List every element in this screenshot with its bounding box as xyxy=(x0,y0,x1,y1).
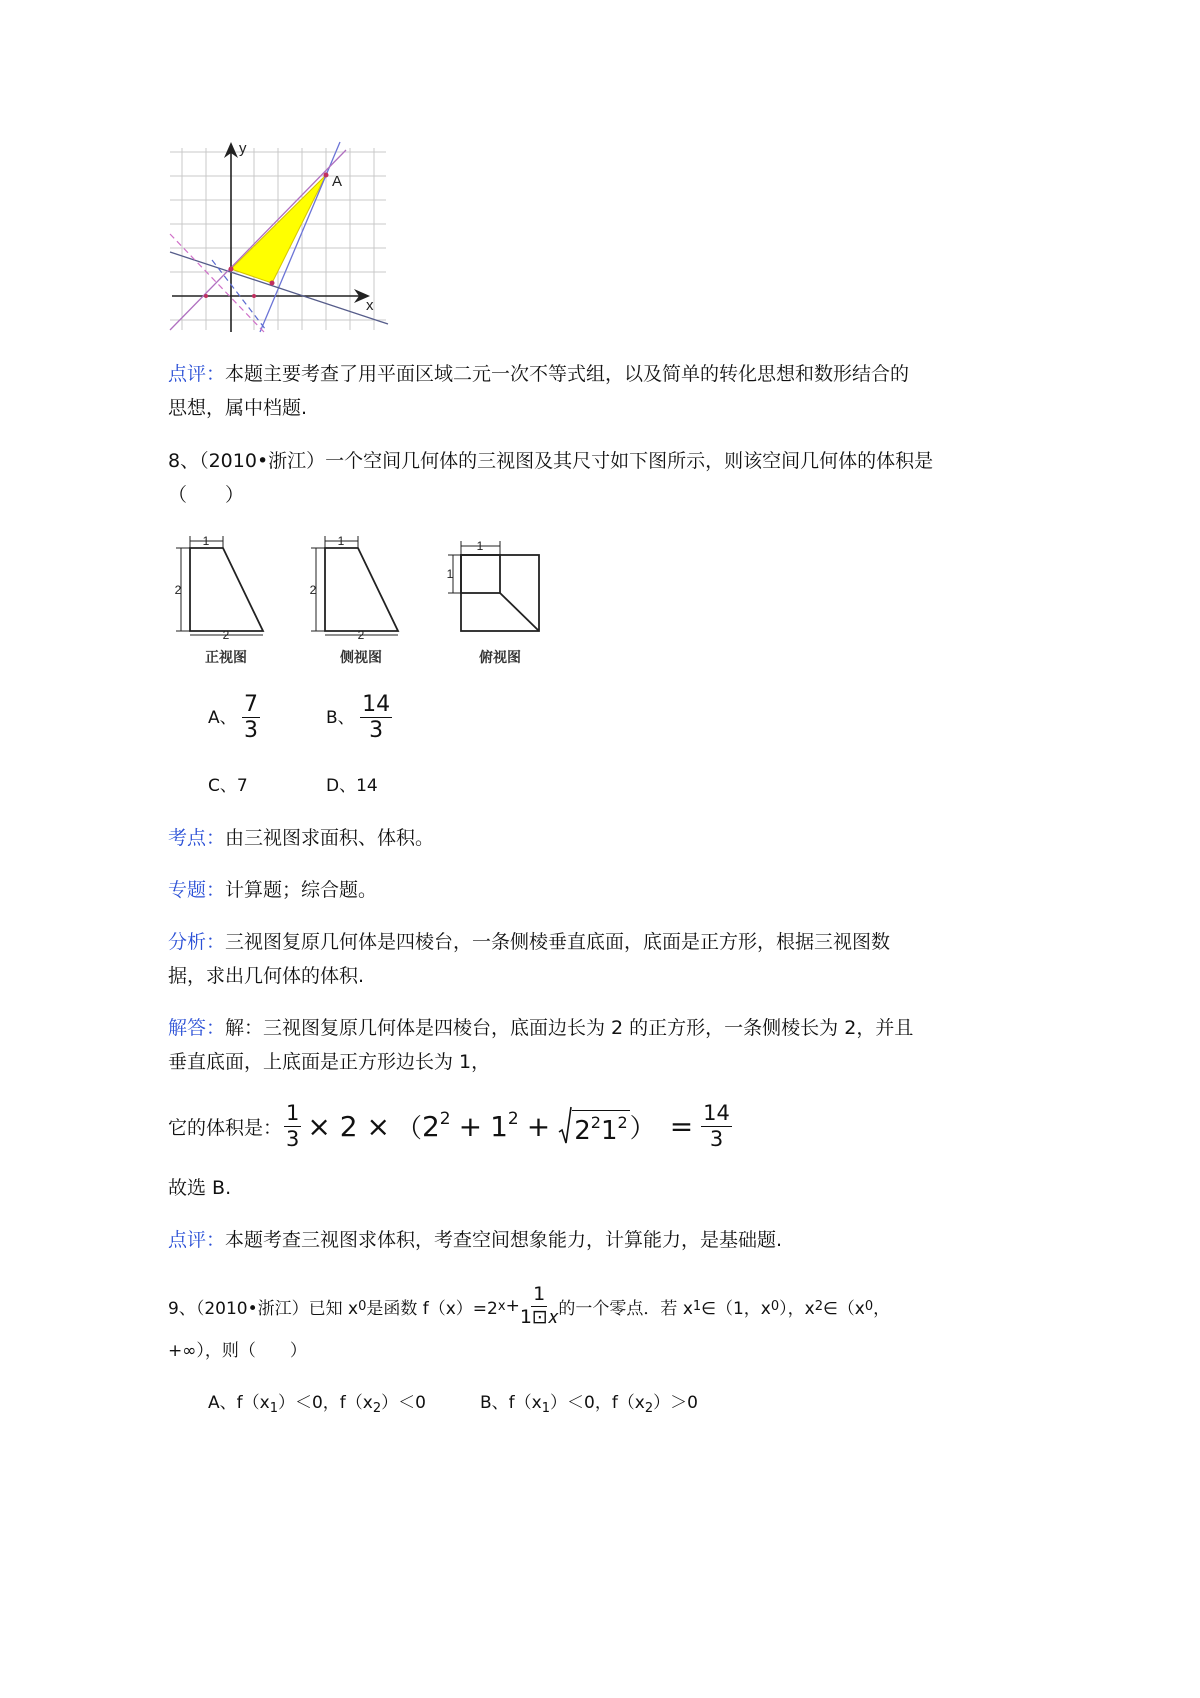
volume-formula xyxy=(168,1094,732,1158)
option-b-fraction: $\frac{14}{3}$ xyxy=(362,692,391,744)
front-view-caption: 正视图 xyxy=(205,650,247,666)
q9-fraction: $\frac{1}{\text{1⊡𝑥}}$ xyxy=(519,1282,559,1328)
question-9-line1: 9、（2010•浙江）已知 x 0 是函数 f（x）=2 x + $\frac{1}{\text{1⊡𝑥}}$ 的一个零点．若 x 1 ∈（1，x 0 ），x 2 ∈（x 0 ， xyxy=(168,1282,891,1328)
point-a-label: A xyxy=(332,173,343,190)
dimension-labels xyxy=(175,535,484,642)
feasible-region-graph xyxy=(168,140,390,335)
option-a xyxy=(208,692,260,744)
jieda-tag: 解答： xyxy=(168,1017,226,1039)
conclusion: 故选 B. xyxy=(168,1177,232,1199)
formula-one-third: $\frac{1}{3}$ xyxy=(286,1101,300,1151)
zhuanti xyxy=(168,874,377,906)
review-text: 本题主要考查了用平面区域二元一次不等式组，以及简单的转化思想和数形结合的 xyxy=(225,363,910,385)
formula-term-2: $1^2$ xyxy=(490,1109,519,1143)
formula-sqrt: $2^21^2$ xyxy=(558,1106,629,1146)
top-view-inner-square xyxy=(461,555,500,593)
svg-text:1: 1 xyxy=(202,535,210,548)
option-b-label: B、 xyxy=(326,707,355,728)
jieda-text: 解：三视图复原几何体是四棱台，底面边长为 2 的正方形，一条侧棱长为 2，并且 xyxy=(225,1017,914,1039)
question-8-line1: 8、（2010•浙江）一个空间几何体的三视图及其尺寸如下图所示，则该空间几何体的体积是 xyxy=(168,450,934,472)
fenxi-line1 xyxy=(168,926,890,958)
svg-text:2: 2 xyxy=(357,628,365,642)
line-violet xyxy=(170,150,346,330)
question-9-line2: +∞），则（ ） xyxy=(168,1341,307,1361)
option-a-fraction: $\frac{7}{3}$ xyxy=(244,692,259,744)
question-8-line2: （ ） xyxy=(168,484,245,506)
option-d: D、14 xyxy=(326,776,378,796)
q9-option-b: B、$f(x_1)<0$，$f(x_2)>0$ xyxy=(480,1393,698,1416)
zhuanti-tag: 专题： xyxy=(168,879,226,901)
jieda-line2: 垂直底面，上底面是正方形边长为 1， xyxy=(168,1051,491,1073)
review-q8-text: 本题考查三视图求体积，考查空间想象能力，计算能力，是基础题. xyxy=(225,1229,783,1251)
review-q8 xyxy=(168,1224,782,1256)
top-view-caption: 俯视图 xyxy=(479,650,521,666)
front-view-shape xyxy=(190,548,263,631)
side-view-shape xyxy=(325,548,398,631)
svg-text:2: 2 xyxy=(309,583,317,597)
fenxi-tag: 分析： xyxy=(168,931,226,953)
formula-rparen: ） xyxy=(629,1113,656,1144)
review-tag: 点评： xyxy=(168,363,226,385)
option-c: C、7 xyxy=(208,776,248,796)
kaodian-text: 由三视图求面积、体积。 xyxy=(225,827,435,849)
formula-result: $\frac{14}{3}$ xyxy=(703,1101,730,1151)
fenxi-text: 三视图复原几何体是四棱台，一条侧棱垂直底面，底面是正方形，根据三视图数 xyxy=(225,931,891,953)
formula-times-two: × 2 × xyxy=(307,1109,390,1143)
jieda-line1 xyxy=(168,1012,913,1044)
review-q7-line2: 思想，属中档题. xyxy=(168,397,308,419)
x-axis-label: x xyxy=(366,297,374,314)
review-q8-tag: 点评： xyxy=(168,1229,226,1251)
svg-text:2: 2 xyxy=(174,583,182,597)
option-b xyxy=(326,692,392,744)
kaodian xyxy=(168,822,434,854)
top-view-diagonal xyxy=(500,593,539,631)
option-a-label: A、 xyxy=(208,707,237,728)
sqrt-sign-icon xyxy=(558,1106,572,1146)
formula-prefix: 它的体积是： xyxy=(168,1116,283,1139)
q9-option-a: A、$f(x_1)<0$，$f(x_2)<0$ xyxy=(208,1393,426,1416)
svg-text:1: 1 xyxy=(476,539,484,553)
three-views-figure xyxy=(165,535,540,670)
formula-term-1: $2^2$ xyxy=(421,1109,451,1143)
side-view-caption: 侧视图 xyxy=(340,650,382,666)
formula-plus-2: + xyxy=(526,1109,551,1143)
review-q7-line1 xyxy=(168,358,909,390)
zhuanti-text: 计算题；综合题。 xyxy=(225,879,378,901)
svg-text:2: 2 xyxy=(222,628,230,642)
formula-plus-1: + xyxy=(458,1109,483,1143)
formula-equals: = xyxy=(669,1109,694,1143)
fenxi-line2: 据，求出几何体的体积. xyxy=(168,965,365,987)
svg-text:1: 1 xyxy=(337,535,345,548)
formula-lparen: （ xyxy=(395,1113,422,1144)
svg-text:1: 1 xyxy=(446,567,454,581)
y-axis-label: y xyxy=(239,140,247,157)
kaodian-tag: 考点： xyxy=(168,827,226,849)
